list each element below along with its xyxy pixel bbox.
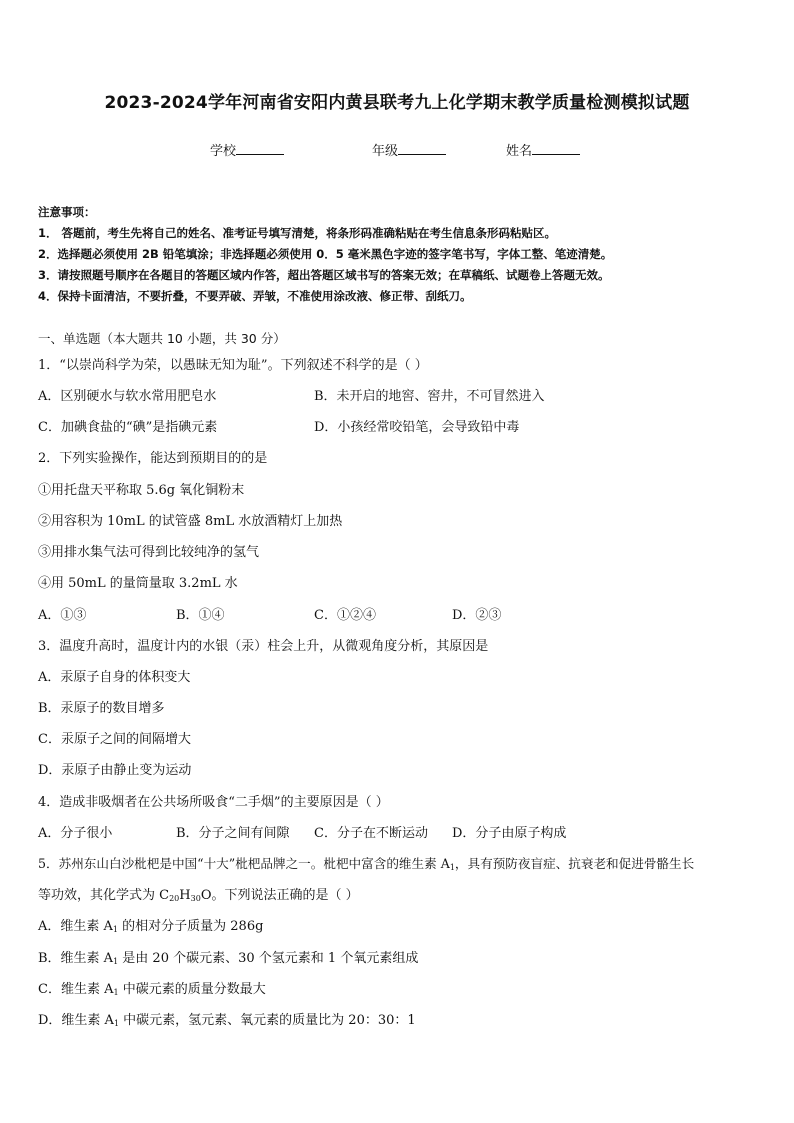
exam-title: 2023-2024学年河南省安阳内黄县联考九上化学期末教学质量检测模拟试题 xyxy=(104,93,690,113)
q3-option-a: A．汞原子自身的体积变大 xyxy=(38,670,191,685)
q2-statement-3: ③用排水集气法可得到比较纯净的氢气 xyxy=(38,545,260,560)
q5-option-b-post: 是由 20 个碳元素、30 个氢元素和 1 个氧元素组成 xyxy=(118,951,419,966)
q5-stem-text-1: 5．苏州东山白沙枇杷是中国“十大”枇杷品牌之一。枇杷中富含的维生素 A xyxy=(38,856,450,871)
q5-option-a-pre: A．维生素 A xyxy=(38,919,113,934)
q5-option-a xyxy=(38,915,263,934)
q2-option-b: B．①④ xyxy=(176,608,225,623)
q5-formula-sub-h: 30 xyxy=(190,894,201,903)
q3-option-c: C．汞原子之间的间隔增大 xyxy=(38,732,191,747)
q5-option-b-sub: 1 xyxy=(113,957,119,966)
q2-option-a: A．①③ xyxy=(38,608,87,623)
q1-option-b: B．未开启的地窖、窖井，不可冒然进入 xyxy=(314,389,545,404)
q1-option-d: D．小孩经常咬铅笔，会导致铅中毒 xyxy=(314,420,520,435)
q5-formula-post: O。下列说法正确的是（ ） xyxy=(200,888,359,903)
q3-option-b: B．汞原子的数目增多 xyxy=(38,701,165,716)
grade-blank[interactable] xyxy=(398,142,446,155)
q5-subscript: 1 xyxy=(449,863,455,872)
q5-stem-text-2: ，具有预防夜盲症、抗衰老和促进骨骼生长 xyxy=(454,856,695,871)
q5-formula-sub-c: 20 xyxy=(169,894,180,903)
q1-option-c: C．加碘食盐的“碘”是指碘元素 xyxy=(38,420,218,435)
q5-stem-line-2 xyxy=(38,884,359,903)
q5-option-a-sub: 1 xyxy=(112,925,119,934)
school-field xyxy=(210,140,284,159)
school-label: 学校 xyxy=(210,144,237,159)
notice-heading: 注意事项： xyxy=(38,205,96,219)
q5-option-d-post: 中碳元素，氢元素、氧元素的质量比为 20：30：1 xyxy=(119,1013,416,1028)
q2-statement-2: ②用容积为 10mL 的试管盛 8mL 水放酒精灯上加热 xyxy=(38,514,343,529)
q4-option-b: B．分子之间有间隙 xyxy=(176,826,290,841)
q5-option-a-post: 的相对分子质量为 286g xyxy=(118,919,264,934)
notice-item-4: 4．保持卡面清洁，不要折叠，不要弄破、弄皱，不准使用涂改液、修正带、刮纸刀。 xyxy=(38,289,472,303)
q5-option-c-sub: 1 xyxy=(113,988,119,997)
q2-option-d: D．②③ xyxy=(452,608,502,623)
q1-option-a: A．区别硬水与软水常用肥皂水 xyxy=(38,389,217,404)
q5-option-d-sub: 1 xyxy=(113,1019,120,1028)
name-field xyxy=(506,140,580,159)
q2-stem: 2．下列实验操作，能达到预期目的的是 xyxy=(38,451,268,466)
q4-option-a: A．分子很小 xyxy=(38,826,113,841)
q5-option-b xyxy=(38,947,418,966)
section-heading: 一、单选题（本大题共 10 小题，共 30 分） xyxy=(38,331,286,346)
q2-option-c: C．①②④ xyxy=(314,608,376,623)
q5-formula-h: H xyxy=(179,888,191,903)
q5-option-d xyxy=(38,1009,416,1028)
q2-statement-4: ④用 50mL 的量筒量取 3.2mL 水 xyxy=(38,576,238,591)
q5-option-b-pre: B．维生素 A xyxy=(38,951,114,966)
q4-option-d: D．分子由原子构成 xyxy=(452,826,567,841)
notice-item-3: 3．请按照题号顺序在各题目的答题区域内作答，超出答题区域书写的答案无效；在草稿纸、试题卷上答题无效。 xyxy=(38,268,610,282)
q5-option-c-post: 中碳元素的质量分数最大 xyxy=(118,982,266,997)
q5-option-d-pre: D．维生素 A xyxy=(38,1013,114,1028)
q4-option-c: C．分子在不断运动 xyxy=(314,826,428,841)
q2-statement-1: ①用托盘天平称取 5.6g 氧化铜粉末 xyxy=(38,483,245,498)
student-info-fields xyxy=(0,140,794,160)
q4-stem: 4．造成非吸烟者在公共场所吸食“二手烟”的主要原因是（ ） xyxy=(38,795,389,810)
grade-label: 年级 xyxy=(372,144,399,159)
q3-stem: 3．温度升高时，温度计内的水银（汞）柱会上升，从微观角度分析，其原因是 xyxy=(38,639,489,654)
q5-formula-pre: 等功效，其化学式为 C xyxy=(38,888,170,903)
notice-item-2: 2．选择题必须使用 2B 铅笔填涂；非选择题必须使用 0．5 毫米黑色字迹的签字笔书写，字体工整、笔迹清楚。 xyxy=(38,247,613,261)
name-label: 姓名 xyxy=(506,144,533,159)
q5-option-c xyxy=(38,978,266,997)
q3-option-d: D．汞原子由静止变为运动 xyxy=(38,763,192,778)
notice-item-1: 1． 答题前，考生先将自己的姓名、准考证号填写清楚，将条形码准确粘贴在考生信息条形码粘贴区。 xyxy=(38,226,556,240)
name-blank[interactable] xyxy=(532,142,580,155)
q5-option-c-pre: C．维生素 A xyxy=(38,982,114,997)
grade-field xyxy=(372,140,446,159)
q1-stem: 1．“以崇尚科学为荣，以愚昧无知为耻”。下列叙述不科学的是（ ） xyxy=(38,358,428,373)
school-blank[interactable] xyxy=(236,142,284,155)
q5-stem-line-1 xyxy=(38,853,694,872)
